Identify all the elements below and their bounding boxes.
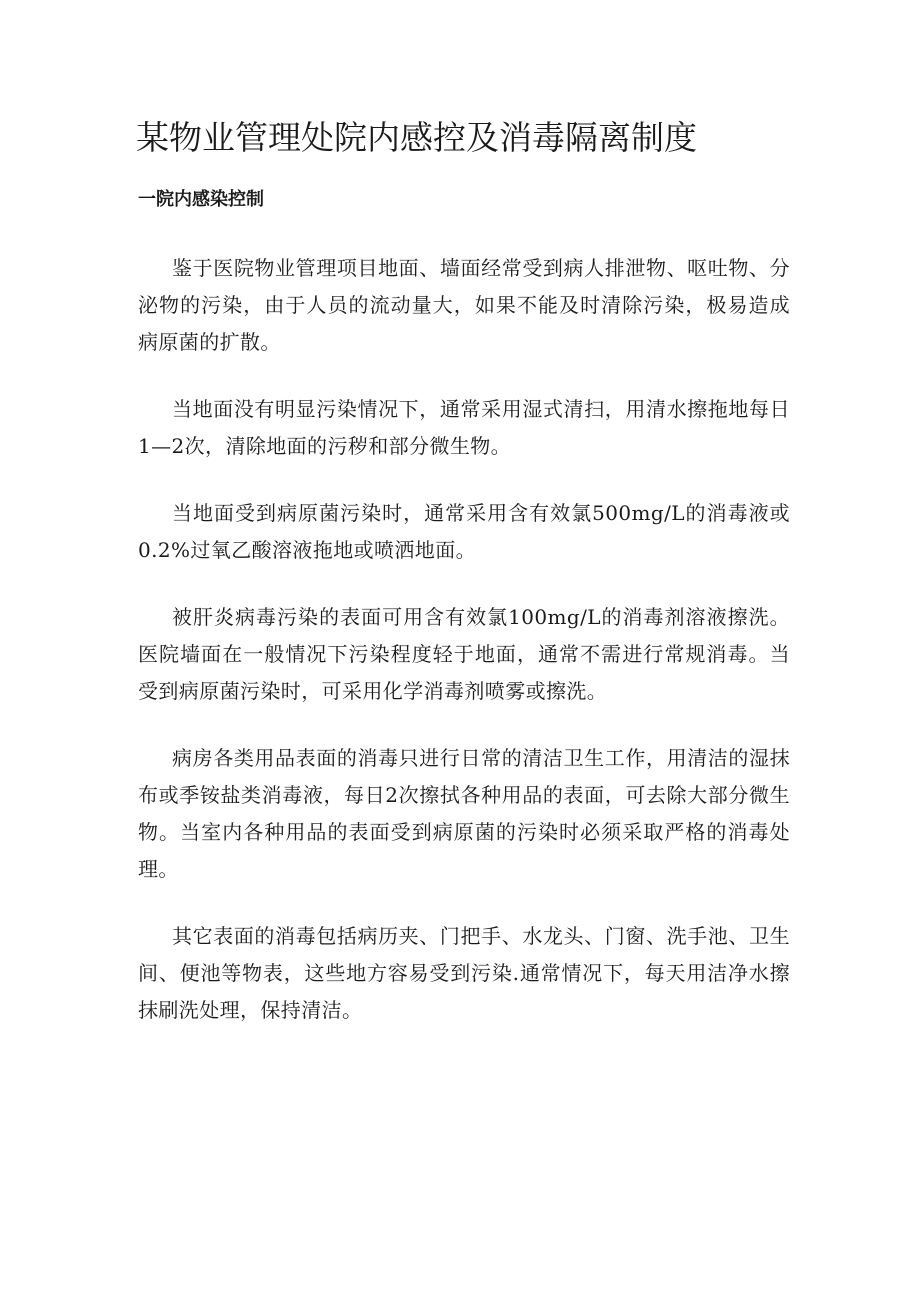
- paragraph: 当地面没有明显污染情况下，通常采用湿式清扫，用清水擦拖地每日1—2次，清除地面的污秽和部分微生物。: [138, 397, 790, 458]
- paragraph: 被肝炎病毒污染的表面可用含有效氯100mg/L的消毒剂溶液擦洗。医院墙面在一般情况下污染程度轻于地面，通常不需进行常规消毒。当受到病原菌污染时，可采用化学消毒剂喷雾或擦洗。: [138, 605, 790, 703]
- paragraph: 当地面受到病原菌污染时，通常采用含有效氯500mg/L的消毒液或0.2%过氧乙酸溶液拖地或喷洒地面。: [138, 501, 790, 562]
- document-body: [138, 250, 790, 1059]
- paragraph: 其它表面的消毒包括病历夹、门把手、水龙头、门窗、洗手池、卫生间、便池等物表，这些地方容易受到污染.通常情况下，每天用洁净水擦抹刷洗处理，保持清洁。: [138, 924, 790, 1022]
- section-heading: 一院内感染控制: [138, 189, 264, 210]
- paragraph: 病房各类用品表面的消毒只进行日常的清洁卫生工作，用清洁的湿抹布或季铵盐类消毒液，每日2次擦拭各种用品的表面，可去除大部分微生物。当室内各种用品的表面受到病原菌的污染时必须采取严格的消毒处理。: [138, 746, 790, 881]
- document-title: 某物业管理处院内感控及消毒隔离制度: [136, 118, 697, 157]
- paragraph: 鉴于医院物业管理项目地面、墙面经常受到病人排泄物、呕吐物、分泌物的污染，由于人员的流动量大，如果不能及时清除污染，极易造成病原菌的扩散。: [138, 256, 790, 354]
